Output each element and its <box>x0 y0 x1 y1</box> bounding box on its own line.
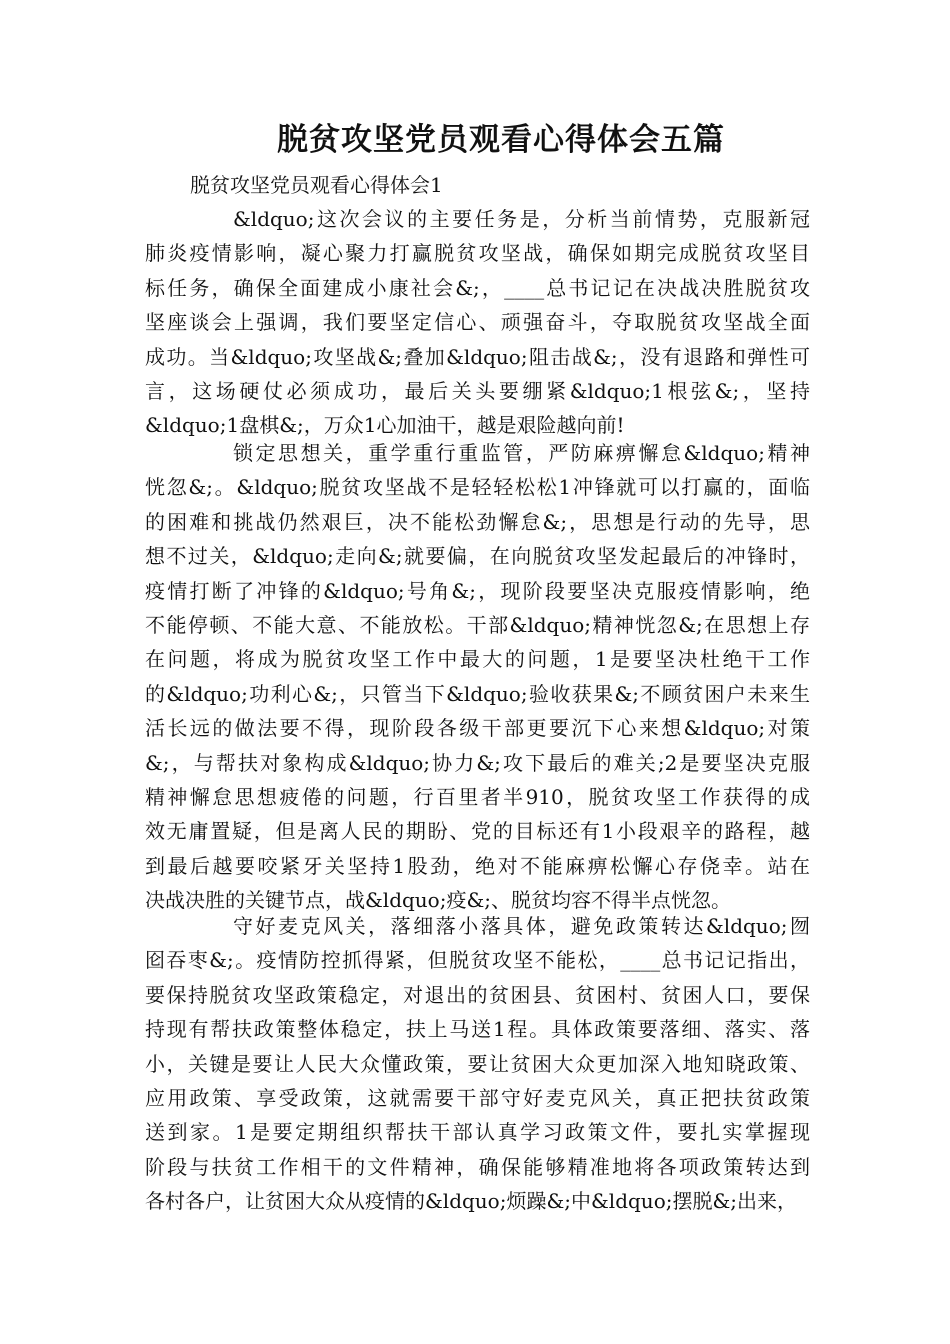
paragraph-line: 锁定思想关，重学重行重监管，严防麻痹懈怠&ldquo;精神 <box>233 441 810 465</box>
paragraph-line: 囵吞枣&;。疫情防控抓得紧，但脱贫攻坚不能松，____总书记记指出， <box>145 948 810 973</box>
paragraph-line: 守好麦克风关，落细落小落具体，避免政策转达&ldquo;囫 <box>233 914 810 938</box>
paragraph-line: 疫情打断了冲锋的&ldquo;号角&;，现阶段要坚决克服疫情影响，绝 <box>145 578 810 603</box>
paragraph-line: 各村各户，让贫困大众从疫情的&ldquo;烦躁&;中&ldquo;摆脱&;出来， <box>145 1189 798 1214</box>
paragraph-line: 应用政策、享受政策，这就需要干部守好麦克风关，真正把扶贫政策 <box>145 1085 810 1110</box>
paragraph-line: 活长远的做法要不得，现阶段各级干部更要沉下心来想&ldquo;对策 <box>145 716 810 741</box>
paragraph-line: 决战决胜的关键节点，战&ldquo;疫&;、脱贫均容不得半点恍忽。 <box>145 888 732 913</box>
paragraph-line: &ldquo;1盘棋&;，万众1心加油干，越是艰险越向前! <box>145 413 625 438</box>
paragraph-3 <box>145 909 810 1219</box>
paragraph-line: 不能停顿、不能大意、不能放松。干部&ldquo;精神恍忽&;在思想上存 <box>145 612 810 637</box>
paragraph-line: &ldquo;这次会议的主要任务是，分析当前情势，克服新冠 <box>233 207 810 231</box>
paragraph-line: 阶段与扶贫工作相干的文件精神，确保能够精准地将各项政策转达到 <box>145 1154 810 1179</box>
paragraph-line: 持现有帮扶政策整体稳定，扶上马送1程。具体政策要落细、落实、落 <box>145 1017 810 1042</box>
paragraph-line: 的困难和挑战仍然艰巨，决不能松劲懈怠&;，思想是行动的先导，思 <box>145 509 810 534</box>
paragraph-line: 到最后越要咬紧牙关坚持1股劲，绝对不能麻痹松懈心存侥幸。站在 <box>145 853 810 878</box>
paragraph-line: 想不过关，&ldquo;走向&;就要偏，在向脱贫攻坚发起最后的冲锋时， <box>145 544 810 569</box>
document-title: 脱贫攻坚党员观看心得体会五篇 <box>277 122 725 158</box>
paragraph-line: &;，与帮扶对象构成&ldquo;协力&;攻下最后的难关;2是要坚决克服 <box>145 750 810 775</box>
paragraph-line: 送到家。1是要定期组织帮扶干部认真学习政策文件，要扎实掌握现 <box>145 1120 810 1145</box>
paragraph-line: 标任务，确保全面建成小康社会&;，____总书记记在决战决胜脱贫攻 <box>145 275 810 300</box>
paragraph-line: 言，这场硬仗必须成功，最后关头要绷紧&ldquo;1根弦&;，坚持 <box>145 378 810 403</box>
paragraph-line: 效无庸置疑，但是离人民的期盼、党的目标还有1小段艰辛的路程，越 <box>145 819 810 844</box>
section-subtitle: 脱贫攻坚党员观看心得体会1 <box>190 173 443 197</box>
paragraph-line: 肺炎疫情影响，凝心聚力打赢脱贫攻坚战，确保如期完成脱贫攻坚目 <box>145 241 810 266</box>
paragraph-line: 恍忽&;。&ldquo;脱贫攻坚战不是轻轻松松1冲锋就可以打赢的，面临 <box>145 475 810 500</box>
paragraph-line: 成功。当&ldquo;攻坚战&;叠加&ldquo;阻击战&;，没有退路和弹性可 <box>145 344 810 369</box>
paragraph-1 <box>145 202 810 443</box>
paragraph-line: 精神懈怠思想疲倦的问题，行百里者半910，脱贫攻坚工作获得的成 <box>145 784 810 809</box>
paragraph-line: 要保持脱贫攻坚政策稳定，对退出的贫困县、贫困村、贫困人口，要保 <box>145 982 810 1007</box>
paragraph-line: 小，关键是要让人民大众懂政策，要让贫困大众更加深入地知晓政策、 <box>145 1051 810 1076</box>
paragraph-line: 的&ldquo;功利心&;，只管当下&ldquo;验收获果&;不顾贫困户未来生 <box>145 681 810 706</box>
paragraph-2 <box>145 436 810 917</box>
paragraph-line: 坚座谈会上强调，我们要坚定信心、顽强奋斗，夺取脱贫攻坚战全面 <box>145 310 810 335</box>
paragraph-line: 在问题，将成为脱贫攻坚工作中最大的问题，1是要坚决杜绝干工作 <box>145 647 810 672</box>
